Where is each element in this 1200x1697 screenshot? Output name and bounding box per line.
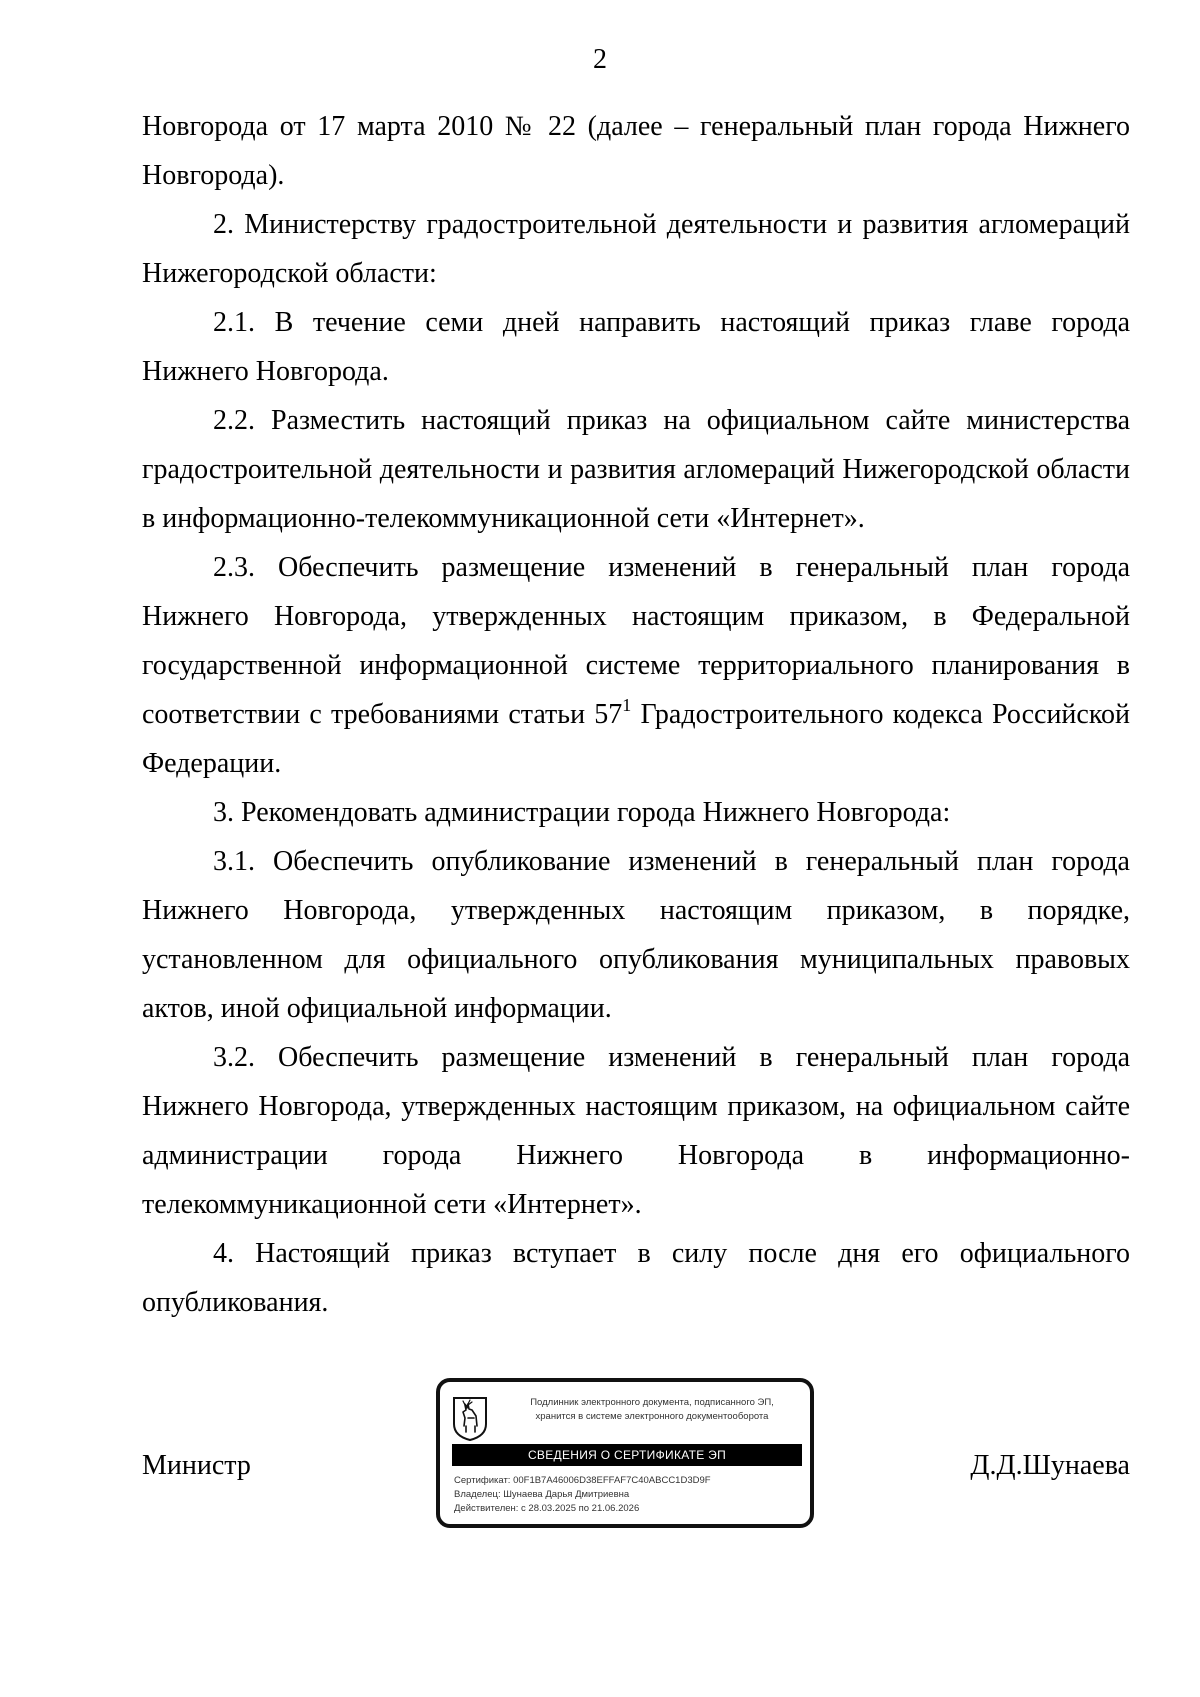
- certificate-header: СВЕДЕНИЯ О СЕРТИФИКАТЕ ЭП: [452, 1444, 802, 1466]
- deer-coat-of-arms-icon: [452, 1396, 488, 1442]
- paragraph-3: 3. Рекомендовать администрации города Нижнего Новгорода:: [213, 797, 951, 828]
- stamp-note-line: хранится в системе электронного документооборота: [535, 1411, 769, 1422]
- certificate-owner: Владелец: Шунаева Дарья Дмитриевна: [454, 1489, 630, 1500]
- paragraph-2-3-text: 2.3. Обеспечить размещение изменений в генеральный план города Нижнего Новгорода, утвержденных настоящим приказом, в Федеральной государственной информационной системе территориального планирования в соответствии с требованиями статьи 57: [142, 552, 1130, 730]
- certificate-validity: Действителен: с 28.03.2025 по 21.06.2026: [454, 1503, 640, 1514]
- page-number: 2: [593, 44, 607, 75]
- signer-position: Министр: [142, 1450, 251, 1481]
- paragraph-2-3-text-end: Градостроительного кодекса Российской Федерации.: [142, 699, 1131, 779]
- electronic-signature-stamp: [436, 1378, 814, 1528]
- stamp-note-line: Подлинник электронного документа, подписанного ЭП,: [530, 1397, 774, 1408]
- paragraph-3-2: 3.2. Обеспечить размещение изменений в генеральный план города Нижнего Новгорода, утвержденных настоящим приказом, на официальном сайте администрации города Нижнего Новгорода в информационно-телекоммуникационной сети «Интернет».: [142, 1042, 1130, 1220]
- document-body: [142, 102, 1130, 1327]
- article-superscript: 1: [622, 694, 632, 715]
- stamp-note: [502, 1396, 802, 1424]
- paragraph-2-3: [142, 543, 1130, 788]
- paragraph-2-1: 2.1. В течение семи дней направить настоящий приказ главе города Нижнего Новгорода.: [142, 307, 1130, 387]
- paragraph-2: 2. Министерству градостроительной деятельности и развития агломераций Нижегородской области:: [142, 209, 1130, 289]
- certificate-number: Сертификат: 00F1B7A46006D38EFFAF7C40ABCC1D3D9F: [454, 1475, 711, 1486]
- signature-block: [142, 1378, 1130, 1528]
- paragraph-3-1: 3.1. Обеспечить опубликование изменений в генеральный план города Нижнего Новгорода, утвержденных настоящим приказом, в порядке, установленном для официального опубликования муниципальных правовых актов, иной официальной информации.: [142, 846, 1130, 1024]
- paragraph-4: 4. Настоящий приказ вступает в силу после дня его официального опубликования.: [142, 1238, 1130, 1318]
- paragraph-2-2: 2.2. Разместить настоящий приказ на официальном сайте министерства градостроительной деятельности и развития агломераций Нижегородской области в информационно-телекоммуникационной сети «Интернет».: [142, 405, 1130, 534]
- paragraph-continuation: Новгорода от 17 марта 2010 № 22 (далее – генеральный план города Нижнего Новгорода).: [142, 111, 1130, 191]
- certificate-details: [454, 1474, 711, 1516]
- signer-name: Д.Д.Шунаева: [970, 1450, 1130, 1481]
